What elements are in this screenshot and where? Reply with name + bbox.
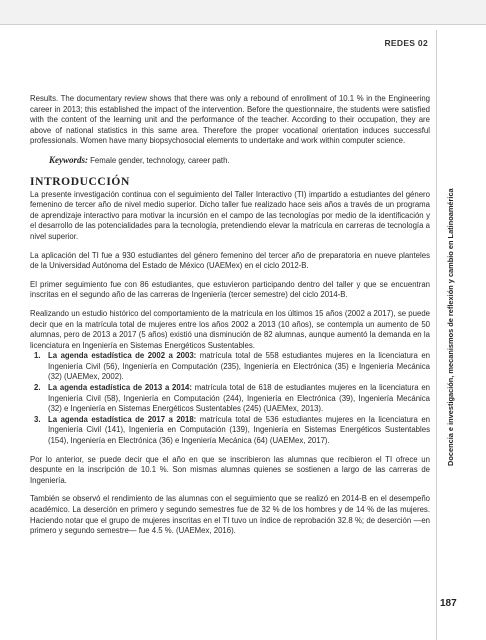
keywords-label: Keywords: xyxy=(49,154,88,165)
statistics-list xyxy=(30,351,430,446)
list-number: 2. xyxy=(34,383,41,393)
list-text: matrícula total de 536 estudiantes mujeres en la licenciatura en Ingeniería Civil (141), Ingeniería en Computación (139), Ingeniería en Sistemas Energéticos Sustentables (154), Ingeniería en Electrónica (36) e Ingeniería Mecánica (64) (UAEMex, 2017). xyxy=(48,414,431,446)
main-content xyxy=(30,94,430,537)
page-number: 187 xyxy=(440,598,457,609)
list-lead: La agenda estadística de 2002 a 2003: xyxy=(48,351,197,361)
keywords-line xyxy=(30,155,430,167)
paragraph: La presente investigación continua con el seguimiento del Taller Interactivo (TI) impartido a estudiantes del género femenino de tercer año de nivel medio superior. Dicho taller fue realizado hace seis años a través de un programa de aprendizaje interactivo para motivar la incursión en el campo de las tecnologías por medio de la identificación y el desarrollo de las potencialidades para la tecnología, pretendiendo elevar la matrícula en carreras de tecnología a nivel superior. xyxy=(30,189,430,241)
paragraph: También se observó el rendimiento de las alumnas con el seguimiento que se realizó en 2014-B en el desempeño académico. La deserción en primero y segundo semestres fue de 32 % de los hombres y de 14 % de las mujeres. Haciendo notar que el grupo de mujeres inscritas en el TI tuvo un índice de reprobación 32.8 %; de deserción —en primero y segundo semestre— fue 4.5 %. (UAEMex, 2016). xyxy=(30,494,430,536)
section-heading: INTRODUCCIÓN xyxy=(30,175,130,188)
list-item xyxy=(30,351,430,383)
top-rule xyxy=(0,24,486,25)
side-title: Docencia e investigación, mecanismos de reflexión y cambio en Latinoamérica xyxy=(446,188,455,466)
list-number: 3. xyxy=(34,414,41,424)
margin-rule xyxy=(436,30,437,640)
paragraph: La aplicación del TI fue a 930 estudiantes del género femenino del tercer año de preparatoria en nueve planteles de la Universidad Autónoma del Estado de México (UAEMex) en el ciclo 2012-B. xyxy=(30,250,430,271)
paragraph: Realizando un estudio histórico del comportamiento de la matrícula en los últimos 15 años (2002 a 2017), se puede decir que en la matrícula total de mujeres entre los años 2002 a 2013 (10 años), se contempla un aumento de 50 alumnas, pero de 2013 a 2017 (5 años) existió una disminución de 82 alumnas, aunque aumentó la demanda en la licenciatura en Ingeniería en Sistemas Energéticos Sustentables. xyxy=(30,308,430,350)
list-lead: La agenda estadística de 2017 a 2018: xyxy=(48,414,197,424)
list-item xyxy=(30,415,430,447)
list-text: matrícula total de 618 de estudiantes mujeres en la licenciatura en Ingeniería Civil (58), Ingeniería en Computación (244), Ingeniería en Electrónica (39), Ingeniería Mecánica (32) e Ingeniería en Sistemas Energéticos Sustentables (245) (UAEMex, 2013). xyxy=(48,383,430,414)
paragraph: El primer seguimiento fue con 86 estudiantes, que estuvieron participando dentro del taller y que se encuentran inscritas en el segundo año de las carreras de Ingeniería (tercer semestre) del ciclo 2014-B. xyxy=(30,279,430,300)
abstract-text: Results. The documentary review shows that there was only a rebound of enrollment of 10.1 % in the Engineering career in 2013; this established the impact of the intervention. Before the questionnaire, the students were satisfied with the content of the learning unit and the performance of the teacher. According to their occupation, they are above of national statistics in this same area. Therefore the proper vocational orientation induces successful professionals. Women have many biopsychosocial elements to undertake and work within computer science. xyxy=(30,94,430,146)
keywords-text: Female gender, technology, career path. xyxy=(90,155,230,165)
top-band xyxy=(0,0,486,24)
list-item xyxy=(30,383,430,415)
list-text: matrícula total de 558 estudiantes mujeres en la licenciatura en Ingeniería Civil (56), Ingeniería en Computación (235), Ingeniería en Electrónica (35) e Ingeniería Mecánica (32) (UAEMex, 2002). xyxy=(48,351,431,382)
list-number: 1. xyxy=(34,351,41,361)
list-lead: La agenda estadística de 2013 a 2014: xyxy=(48,383,192,393)
running-head: REDES 02 xyxy=(384,38,428,48)
paragraph: Por lo anterior, se puede decir que el año en que se inscribieron las alumnas que recibieron el TI ofrece un despunte en la inscripción de 10.1 %. Son mismas alumnas quienes se sostienen a largo de las carreras de Ingeniería. xyxy=(30,454,430,485)
